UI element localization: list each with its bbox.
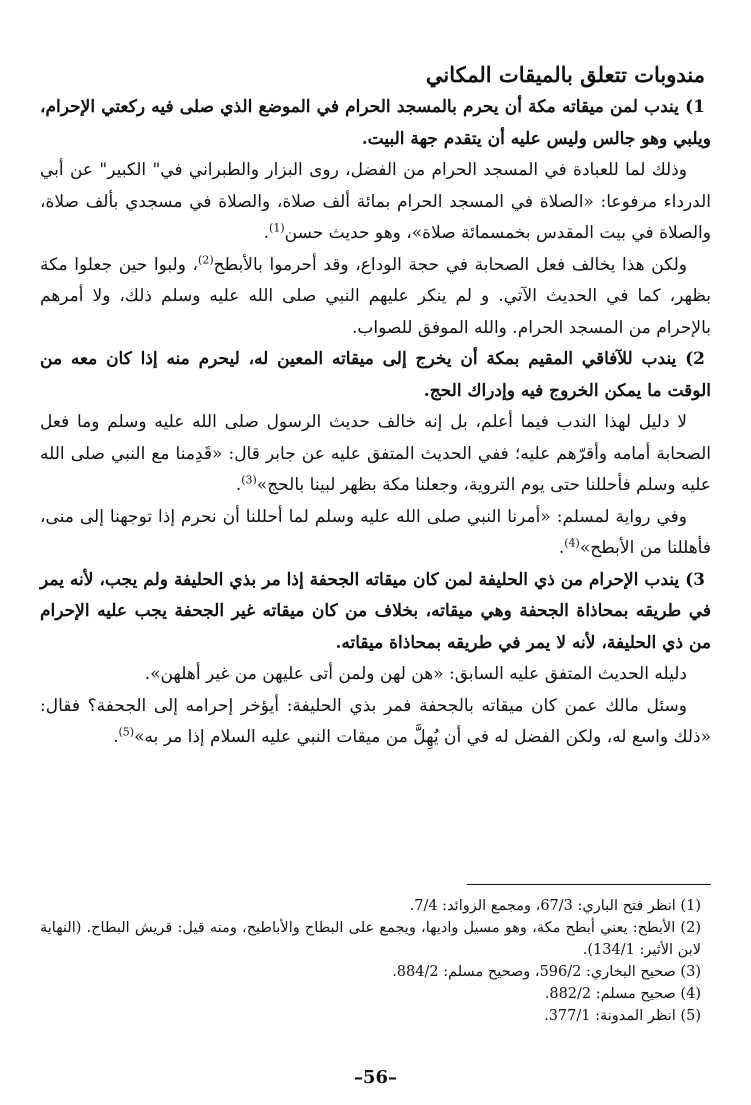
footnote-4: (4) صحيح مسلم: 882/2. xyxy=(544,986,701,1002)
footnote-5: (5) انظر المدونة: 377/1. xyxy=(544,1008,701,1024)
footnote-ref-5[interactable]: (5) xyxy=(118,725,135,739)
rule-1-paragraph: 1) يندب لمن ميقاته مكة أن يحرم بالمسجد الحرام في الموضع الذي صلى فيه ركعتي الإحرام، ويلبي وهو جالس وليس عليه أن يتقدم جهة البيت. xyxy=(40,97,711,149)
footnotes xyxy=(40,895,711,1027)
rule-2-paragraph: 2) يندب للآفاقي المقيم بمكة أن يخرج إلى ميقاته المعين له، ليحرم منه إذا كان معه من الوقت ما يمكن الخروج فيه وإدراك الحج. xyxy=(40,349,711,401)
footnote-ref-3[interactable]: (3) xyxy=(241,473,257,487)
rule-3-paragraph: 3) يندب الإحرام من ذي الحليفة لمن كان ميقاته الجحفة إذا مر بذي الحليفة ولم يجب، لأنه يمر في طريقه بمحاذاة الجحفة وهي ميقاته، بخلاف من كان ميقاته غير الجحفة يجب عليه الإحرام من ذي الحليفة، لأنه لا يمر في طريقه بمحاذاة ميقاته. xyxy=(40,569,711,653)
rule-1-objection-paragraph: ولكن هذا يخالف فعل الصحابة في حجة الوداع، وقد أحرموا بالأبطح$^{(2)}$، ولبوا حين جعلوا مكة بظهر، كما في الحديث الآتي. و لم ينكر عليهم النبي صلى الله عليه وسلم ذلك، ولا أمرهم بالإحرام من المسجد الحرام. والله الموفق للصواب. xyxy=(40,252,711,338)
rule-1-evidence-paragraph: وذلك لما للعبادة في المسجد الحرام من الفضل، روى البزار والطبراني في" الكبير" عن أبي الدرداء مرفوعا: «الصلاة في المسجد الحرام بمائة ألف صلاة، والصلاة في مسجدي بألف صلاة، والصلاة في بيت المقدس بخمسمائة صلاة»، وهو حديث حسن$^{(1)}$. xyxy=(40,160,711,243)
rule-2-muslim-narration: وفي رواية لمسلم: «أمرنا النبي صلى الله عليه وسلم لما أحللنا أن نحرم إذا توجهنا إلى منى، فأهللنا من الأبطح»$^{(4)}$. xyxy=(40,506,711,558)
footnote-ref-1[interactable]: (1) xyxy=(269,221,285,235)
footnote-divider xyxy=(467,884,711,885)
footnote-2: (2) الأبطح: يعني أبطح مكة، وهو مسيل واديها، ويجمع على البطاح والأباطيح، ومنه قيل: قريش البطاح. (النهاية لابن الأثير: 134/1). xyxy=(40,920,701,958)
footnote-3: (3) صحيح البخاري: 596/2، وصحيح مسلم: 884/2. xyxy=(392,964,701,980)
rule-3-evidence-paragraph: دليله الحديث المتفق عليه السابق: «هن لهن ولمن أتى عليهن من غير أهلهن». xyxy=(144,664,687,684)
page-number: –56– xyxy=(353,1067,398,1088)
footnote-1: (1) انظر فتح الباري: 67/3، ومجمع الزوائد: 7/4. xyxy=(409,898,701,914)
footnote-ref-2[interactable]: (2) xyxy=(198,252,214,266)
section-heading: مندوبات تتعلق بالميقات المكاني xyxy=(425,62,705,87)
rule-3-malik-paragraph: وسئل مالك عمن كان ميقاته بالجحفة فمر بذي الحليفة: أيؤخر إحرامه إلى الجحفة؟ فقال: «ذلك واسع له، ولكن الفضل له في أن يُهِلَّ من ميقات النبي عليه السلام إذا مر به»$^{(5)}$. xyxy=(40,695,711,747)
rule-2-evidence-paragraph: لا دليل لهذا الندب فيما أعلم، بل إنه خالف حديث الرسول صلى الله عليه وسلم وما فعل الصحابة أمامه وأقرّهم عليه؛ ففي الحديث المتفق عليه عن جابر قال: «قَدِمنا مع النبي صلى الله عليه وسلم فأحللنا حتى يوم التروية، وجعلنا مكة بظهر لبينا بالحج»$^{(3)}$. xyxy=(40,412,711,495)
footnote-ref-4[interactable]: (4) xyxy=(564,536,580,550)
